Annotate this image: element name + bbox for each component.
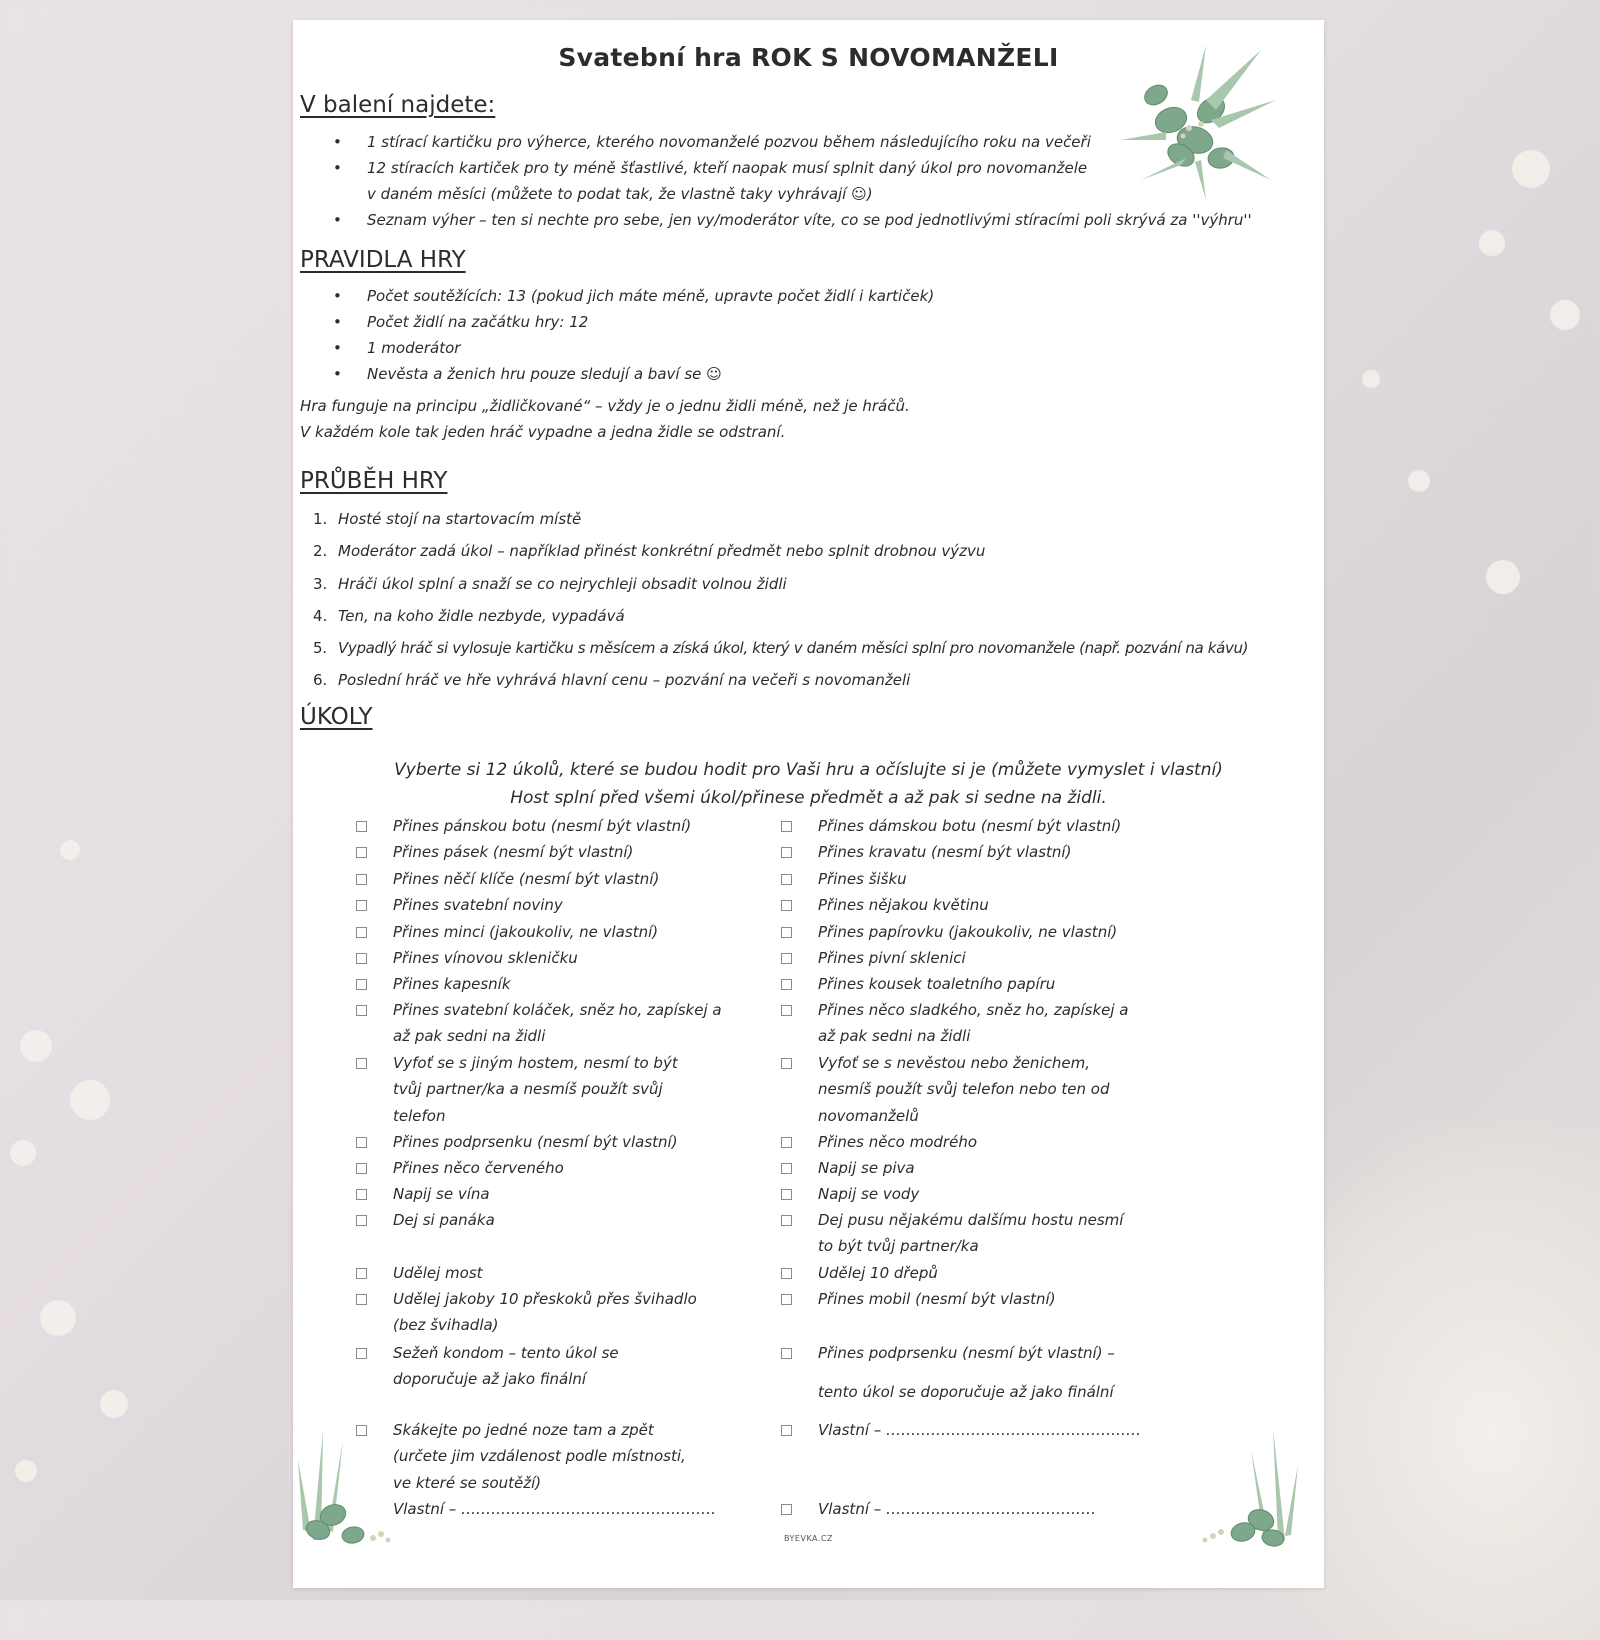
checkbox[interactable]: [781, 953, 792, 964]
checkbox[interactable]: [781, 1163, 792, 1174]
background-flower: [60, 840, 80, 860]
checkbox[interactable]: [781, 1425, 792, 1436]
checkbox[interactable]: [781, 1504, 792, 1515]
background-flower: [100, 1390, 128, 1418]
step-item: 5. Vypadlý hráč si vylosuje kartičku s měsícem a získá úkol, který v daném měsíci splní pro novomanžele (např. pozvání na kávu): [313, 639, 1249, 658]
checkbox[interactable]: [781, 1215, 792, 1226]
checkbox[interactable]: [781, 821, 792, 832]
checkbox[interactable]: [356, 900, 367, 911]
checkbox[interactable]: [356, 1294, 367, 1305]
contents-list: [293, 129, 1252, 233]
rules-paragraph-line: V každém kole tak jeden hráč vypadne a jedna židle se odstraní.: [300, 423, 786, 441]
rules-list: [293, 283, 934, 387]
step-item: 6. Poslední hráč ve hře vyhrává hlavní cenu – pozvání na večeři s novomanželi: [313, 671, 911, 690]
checkbox[interactable]: [781, 1294, 792, 1305]
background-flower: [40, 1300, 76, 1336]
list-item: • Seznam výher – ten si nechte pro sebe, jen vy/moderátor víte, co se pod jednotlivými stíracími poli skrývá za ''výhru'': [293, 207, 1252, 233]
background-flower: [1550, 300, 1580, 330]
tasks-intro-line: Vyberte si 12 úkolů, které se budou hodit pro Vaši hru a očíslujte si je (můžete vymyslet i vlastní): [394, 760, 1223, 780]
checkbox[interactable]: [356, 1058, 367, 1069]
step-item: 1. Hosté stojí na startovacím místě: [313, 510, 582, 528]
background-flower: [1486, 560, 1520, 594]
checkbox[interactable]: [781, 1268, 792, 1279]
list-item: • 1 stírací kartičku pro výherce, kterého novomanželé pozvou během následujícího roku na večeři: [293, 129, 1252, 155]
game-sheet: Svatební hra ROK S NOVOMANŽELI V balení najdete: • 1 stírací kartičku pro výherce, kterého novomanželé pozvou během následujícího roku na večeři • 12 stíracích kartiček pro ty méně šťastlivé, kteří naopak musí splnit daný úkol pro novomanžele v daném měsíci (můžete to podat tak, že vlastně taky vyhrávají ☺) • Seznam výher – ten si nechte pro sebe, jen vy/moderátor víte, co se pod jednotlivými stíracími poli skrývá za ''výhru'' PRAVIDLA HRY • Počet soutěžících: 13 (pokud jich máte méně, upravte počet židlí i kartiček) • Počet židlí na začátku hry: 12 • 1 moderátor • Nevěsta a ženich hru pouze sledují a baví se ☺ Hra funguje na principu „židličkované“ – vždy je o jednu židli méně, než je hráčů. V každém kole tak jeden hráč vypadne a jedna židle se odstraní. PRŮBĚH HRY 1. Hosté stojí na startovacím místě 2. Moderátor zadá úkol – například přinést konkrétní předmět nebo splnit drobnou výzvu 3. Hráči úkol splní a snaží se co nejrychleji obsadit volnou židli 4. Ten, na koho židle nezbyde, vypadává 5. Vypadlý hráč si vylosuje kartičku s měsícem a získá úkol, který v daném měsíci splní pro novomanžele (např. pozvání na kávu) 6. Poslední hráč ve hře vyhrává hlavní cenu – pozvání na večeři s novomanželi ÚKOLY Vyberte si 12 úkolů, které se budou hodit pro Vaši hru a očíslujte si je (můžete vymyslet i vlastní) Host splní před všemi úkol/přinese předmět a až pak si sedne na židli. Přines pánskou botu (nesmí být vlastní) Přines pásek (nesmí být vlastní) Přines něčí klíče (nesmí být vlastní) Přines svatební noviny Přines minci (jakoukoliv, ne vlastní) Přines vínovou skleničku Přines kapesník Přines svatební koláček, sněz ho, zapískej a až pak sedni na židli Vyfoť se s jiným hostem, nesmí to být tvůj partner/ka a nesmíš použít svůj telefon Přines podprsenku (nesmí být vlastní) Přines něco červeného Napij se vína Dej si panáka Udělej most Udělej jakoby 10 přeskoků přes švihadlo (bez švihadla) Sežeň kondom – tento úkol se doporučuje až jako finální Skákejte po jedné noze tam a zpět (určete jim vzdálenost podle místnosti, ve které se soutěží) Vlastní – …………………………………………… Přines dámskou botu (nesmí být vlastní) Přines kravatu (nesmí být vlastní) Přines šišku Přines nějakou květinu Přines papírovku (jakoukoliv, ne vlastní) Přines pivní sklenici Přines kousek toaletního papíru Přines něco sladkého, sněz ho, zapískej a až pak sedni na židli Vyfoť se s nevěstou nebo ženichem, nesmíš použít svůj telefon nebo ten od novomanželů Přines něco modrého Napij se piva Napij se vody Dej pusu nějakému dalšímu hostu nesmí to být tvůj partner/ka Udělej 10 dřepů Přines mobil (nesmí být vlastní) Přines podprsenku (nesmí být vlastní) – tento úkol se doporučuje až jako finální Vlastní – …………………………………………… Vlastní – …………………………………… BYEVKA.CZ: [293, 20, 1324, 1588]
background-flower: [15, 1460, 37, 1482]
tasks-intro-line: Host splní před všemi úkol/přinese předmět a až pak si sedne na židli.: [510, 788, 1107, 808]
checkbox[interactable]: [781, 1005, 792, 1016]
checkbox[interactable]: [356, 1268, 367, 1279]
list-item: • Počet židlí na začátku hry: 12: [293, 309, 934, 335]
step-item: 2. Moderátor zadá úkol – například přinést konkrétní předmět nebo splnit drobnou výzvu: [313, 542, 986, 561]
progress-heading: PRŮBĚH HRY: [300, 468, 448, 494]
checkbox[interactable]: [781, 1137, 792, 1148]
list-item: • Počet soutěžících: 13 (pokud jich máte méně, upravte počet židlí i kartiček): [293, 283, 934, 309]
checkbox[interactable]: [781, 927, 792, 938]
checkbox[interactable]: [356, 979, 367, 990]
checkbox[interactable]: [781, 847, 792, 858]
rules-paragraph-line: Hra funguje na principu „židličkované“ – vždy je o jednu židli méně, než je hráčů.: [300, 397, 910, 415]
step-item: 4. Ten, na koho židle nezbyde, vypadává: [313, 606, 625, 625]
contents-heading: V balení najdete:: [300, 92, 496, 118]
checkbox[interactable]: [356, 847, 367, 858]
background-flower: [1479, 230, 1505, 256]
background-flower: [10, 1140, 36, 1166]
checkbox[interactable]: [781, 1348, 792, 1359]
checkbox[interactable]: [781, 874, 792, 885]
checkbox[interactable]: [356, 1215, 367, 1226]
checkbox[interactable]: [356, 927, 367, 938]
list-item: • 12 stíracích kartiček pro ty méně šťastlivé, kteří naopak musí splnit daný úkol pro novomanžele v daném měsíci (můžete to podat tak, že vlastně taky vyhrávají ☺): [293, 155, 1252, 207]
step-item: 3. Hráči úkol splní a snaží se co nejrychleji obsadit volnou židli: [313, 574, 787, 593]
page-title: Svatební hra ROK S NOVOMANŽELI: [558, 43, 1059, 72]
rules-paragraph: [300, 393, 910, 445]
checkbox[interactable]: [356, 1005, 367, 1016]
tasks-heading: ÚKOLY: [300, 704, 373, 730]
tasks-intro: [293, 756, 1324, 812]
checkbox[interactable]: [356, 821, 367, 832]
list-item: • Nevěsta a ženich hru pouze sledují a baví se ☺: [293, 361, 934, 387]
checkbox[interactable]: [356, 874, 367, 885]
background-flower: [1408, 470, 1430, 492]
checkbox[interactable]: [356, 953, 367, 964]
checkbox[interactable]: [781, 1058, 792, 1069]
list-item: • 1 moderátor: [293, 335, 934, 361]
checkbox[interactable]: [356, 1137, 367, 1148]
checkbox[interactable]: [356, 1163, 367, 1174]
checkbox[interactable]: [781, 900, 792, 911]
checkbox[interactable]: [356, 1189, 367, 1200]
rules-heading: PRAVIDLA HRY: [300, 247, 466, 273]
checkbox[interactable]: [781, 979, 792, 990]
checkbox[interactable]: [356, 1348, 367, 1359]
background-flower: [1512, 150, 1550, 188]
background-flower: [20, 1030, 52, 1062]
footer-brand: BYEVKA.CZ: [783, 1534, 833, 1543]
background-flower: [70, 1080, 110, 1120]
checkbox[interactable]: [781, 1189, 792, 1200]
progress-steps: [293, 506, 1248, 700]
background-flower: [1362, 370, 1380, 388]
